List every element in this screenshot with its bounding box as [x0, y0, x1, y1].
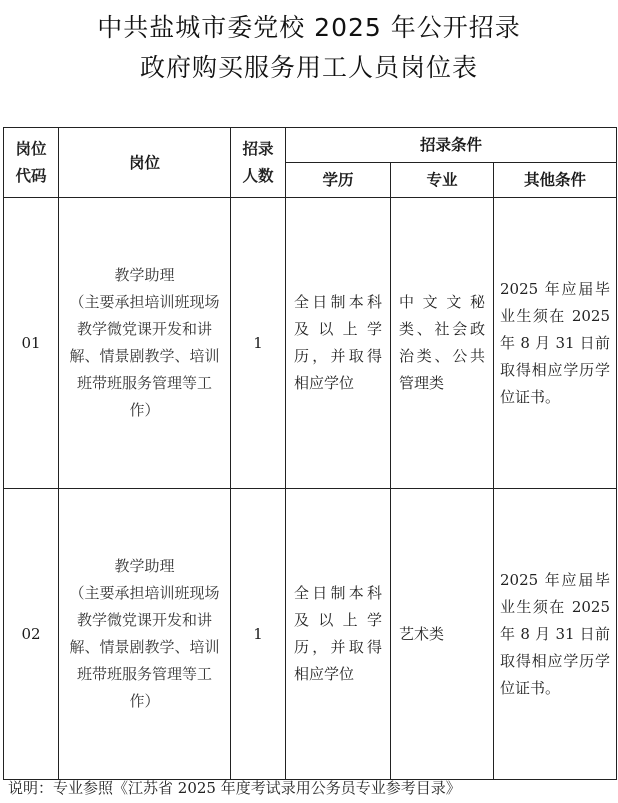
row-other: 2025 年应届毕业生须在 2025 年 8 月 31 日前取得相应学历学位证书。 — [494, 198, 617, 489]
row-education: 全日制本科及以上学历，并取得相应学位 — [286, 198, 391, 489]
header-other: 其他条件 — [494, 163, 617, 198]
header-conditions: 招录条件 — [286, 128, 617, 163]
row-major: 中文文秘类、社会政治类、公共管理类 — [391, 198, 494, 489]
table-header-row-1 — [4, 128, 617, 163]
header-count: 招录人数 — [231, 128, 286, 198]
footnote: 说明：专业参照《江苏省 2025 年度考试录用公务员专业参考目录》 — [8, 779, 461, 797]
row-major: 艺术类 — [391, 489, 494, 780]
page-title-line-1: 中共盐城市委党校 2025 年公开招录 — [97, 13, 521, 42]
row-education: 全日制本科及以上学历，并取得相应学位 — [286, 489, 391, 780]
row-count: 1 — [231, 198, 286, 489]
row-code: 02 — [4, 489, 59, 780]
position-title: 教学助理 — [114, 557, 175, 575]
row-other: 2025 年应届毕业生须在 2025 年 8 月 31 日前取得相应学历学位证书。 — [494, 489, 617, 780]
position-description: （主要承担培训班现场教学微党课开发和讲解、情景剧教学、培训班带班服务管理等工作） — [69, 584, 220, 710]
positions-table — [3, 127, 617, 780]
position-title: 教学助理 — [114, 266, 175, 284]
table-row — [4, 489, 617, 780]
row-position — [59, 198, 231, 489]
header-education: 学历 — [286, 163, 391, 198]
position-description: （主要承担培训班现场教学微党课开发和讲解、情景剧教学、培训班带班服务管理等工作） — [69, 293, 220, 419]
row-code: 01 — [4, 198, 59, 489]
table-row — [4, 198, 617, 489]
page-title-line-2: 政府购买服务用工人员岗位表 — [139, 53, 478, 82]
header-position: 岗位 — [59, 128, 231, 198]
row-position — [59, 489, 231, 780]
header-major: 专业 — [391, 163, 494, 198]
header-code: 岗位代码 — [4, 128, 59, 198]
row-count: 1 — [231, 489, 286, 780]
